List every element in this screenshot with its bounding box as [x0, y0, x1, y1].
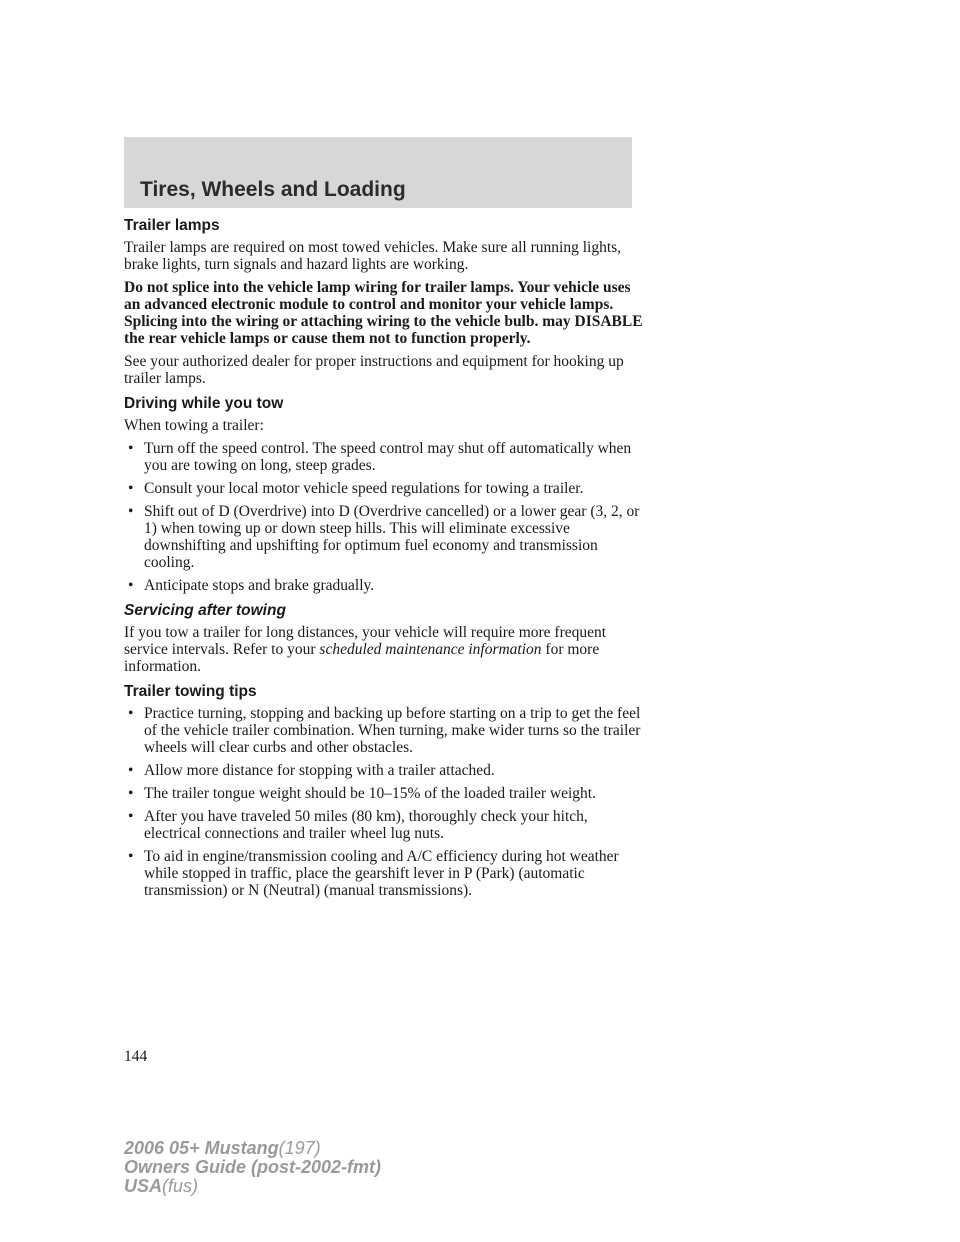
bullet-icon: •: [128, 785, 134, 802]
paragraph: See your authorized dealer for proper instructions and equipment for hooking up trailer lamps.: [124, 353, 624, 387]
list-item: • To aid in engine/transmission cooling and A/C efficiency during hot weather while stopped in traffic, place the gearshift lever in P (Park) (automatic transmission) or N (Neutral) (manual transmissions).: [128, 848, 619, 899]
document-footer: [124, 1139, 381, 1196]
section-title: Tires, Wheels and Loading: [140, 178, 406, 201]
list-item: • Allow more distance for stopping with a trailer attached.: [128, 762, 495, 779]
heading-trailer-lamps: Trailer lamps: [124, 217, 220, 234]
page-content: [124, 217, 644, 905]
bullet-icon: •: [128, 705, 134, 722]
heading-servicing-after-towing: Servicing after towing: [124, 602, 286, 619]
bullet-icon: •: [128, 762, 134, 779]
tips-bullet-list: [124, 705, 644, 899]
list-item: • Practice turning, stopping and backing up before starting on a trip to get the feel of the vehicle trailer combination. When turning, make wider turns so the trailer wheels will clear curbs and other obstacles.: [128, 705, 641, 756]
footer-line-guide: Owners Guide (post-2002-fmt): [124, 1157, 382, 1177]
footer-line-model: 2006 05+ Mustang(197): [124, 1138, 321, 1158]
bullet-icon: •: [128, 848, 134, 865]
footer-line-market: USA(fus): [124, 1176, 199, 1196]
warning-paragraph: Do not splice into the vehicle lamp wiring for trailer lamps. Your vehicle uses an advanced electronic module to control and monitor your vehicle lamps. Splicing into the wiring or attaching wiring to the vehicle bulb. may DISABLE the rear vehicle lamps or cause them not to function properly.: [124, 279, 643, 347]
list-item: • Anticipate stops and brake gradually.: [128, 577, 375, 594]
bullet-icon: •: [128, 577, 134, 594]
heading-driving-while-you-tow: Driving while you tow: [124, 395, 284, 412]
bullet-icon: •: [128, 503, 134, 520]
driving-bullet-list: [124, 440, 644, 594]
list-item: • Consult your local motor vehicle speed regulations for towing a trailer.: [128, 480, 584, 497]
page-number: 144: [124, 1048, 148, 1065]
section-header-band: [124, 137, 632, 208]
heading-trailer-towing-tips: Trailer towing tips: [124, 683, 257, 700]
maintenance-reference: scheduled maintenance information: [319, 641, 542, 658]
paragraph: When towing a trailer:: [124, 417, 264, 434]
paragraph: Trailer lamps are required on most towed vehicles. Make sure all running lights, brake lights, turn signals and hazard lights are working.: [124, 239, 622, 273]
list-item: • The trailer tongue weight should be 10–15% of the loaded trailer weight.: [128, 785, 596, 802]
list-item: • Turn off the speed control. The speed control may shut off automatically when you are towing on long, steep grades.: [128, 440, 632, 474]
bullet-icon: •: [128, 808, 134, 825]
list-item: • After you have traveled 50 miles (80 km), thoroughly check your hitch, electrical connections and trailer wheel lug nuts.: [128, 808, 588, 842]
bullet-icon: •: [128, 440, 134, 457]
bullet-icon: •: [128, 480, 134, 497]
paragraph: If you tow a trailer for long distances, your vehicle will require more frequent service intervals. Refer to your scheduled maintenance information for more information.: [124, 624, 607, 675]
list-item: • Shift out of D (Overdrive) into D (Overdrive cancelled) or a lower gear (3, 2, or 1) when towing up or down steep hills. This will eliminate excessive downshifting and upshifting for optimum fuel economy and transmission cooling.: [128, 503, 640, 571]
